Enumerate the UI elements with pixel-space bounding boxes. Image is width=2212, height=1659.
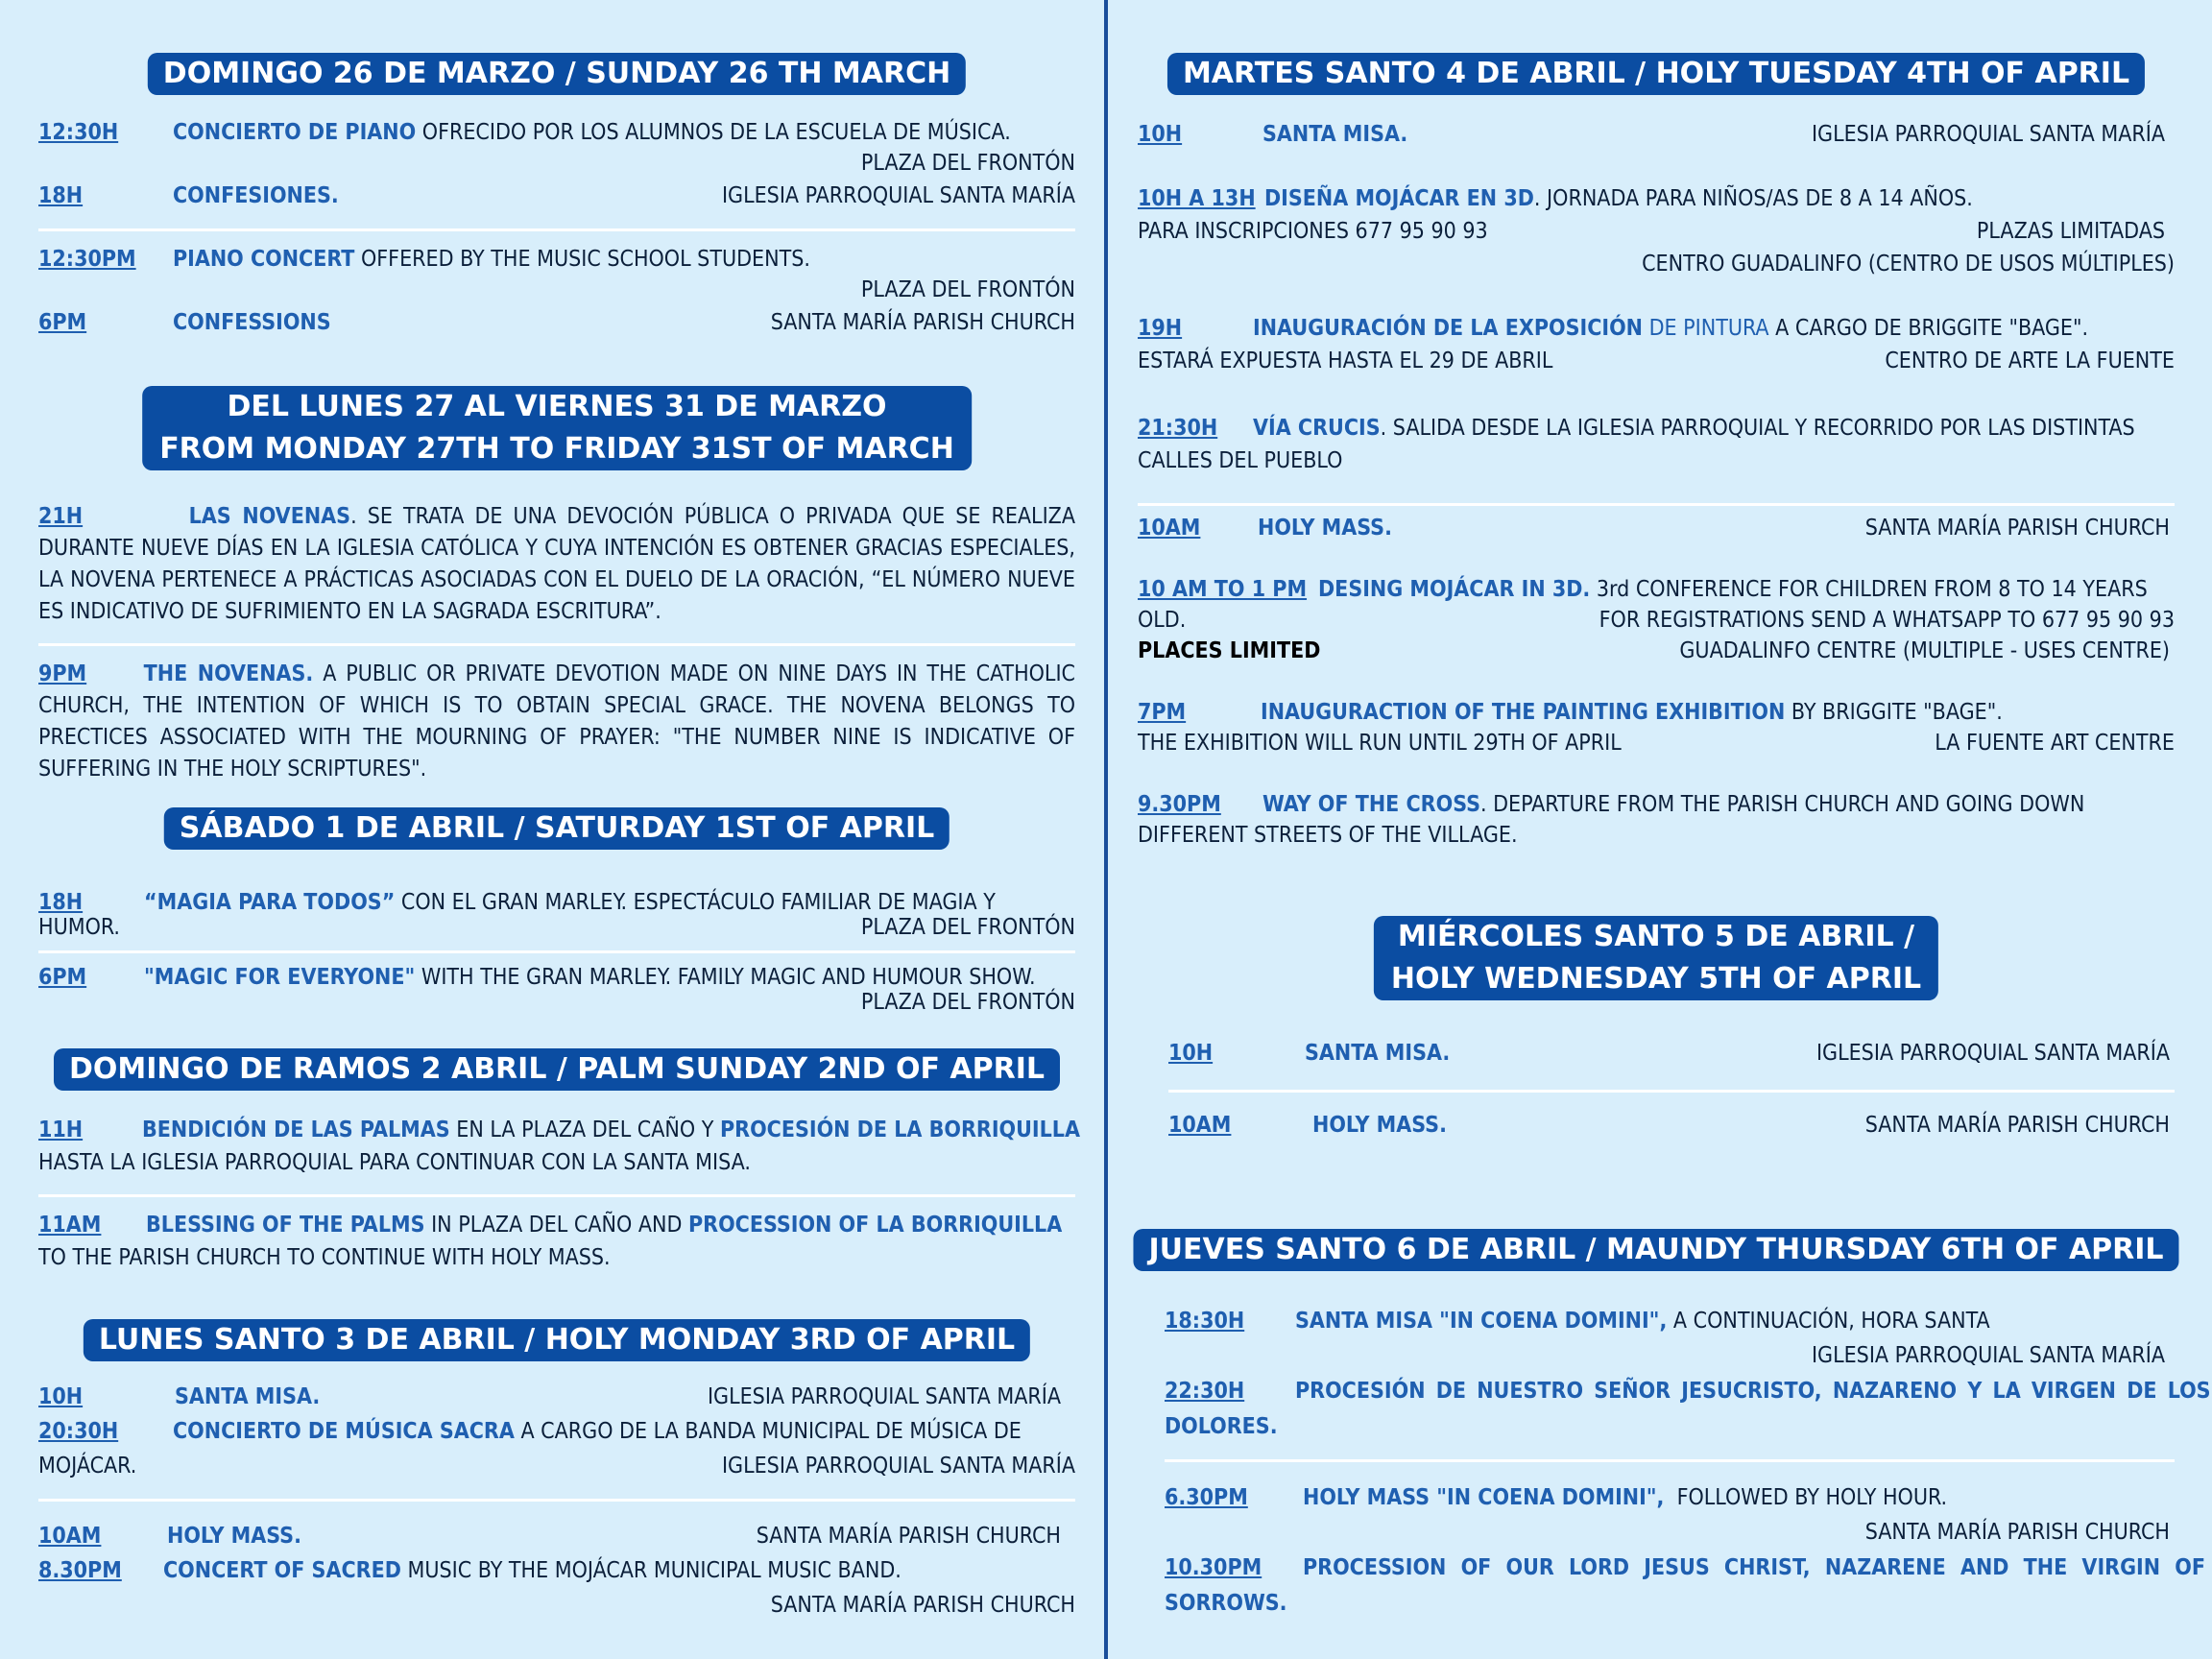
event-text: EN LA PLAZA DEL CAÑO Y [456, 1118, 714, 1142]
event-time: 19H [1138, 316, 1183, 341]
event-text-cont: TO THE PARISH CHURCH TO CONTINUE WITH HOLY MASS. [38, 1245, 611, 1270]
event-paragraph [38, 501, 1075, 628]
left-column [38, 0, 1080, 1659]
event-place: SANTA MARÍA PARISH CHURCH [770, 310, 1075, 335]
event-title: INAUGURACIÓN DE LA EXPOSICIÓN [1253, 316, 1643, 341]
event-place: SANTA MARÍA PARISH CHURCH [1864, 1113, 2170, 1138]
event-place: IGLESIA PARROQUIAL SANTA MARÍA [707, 1384, 1061, 1409]
separator [1165, 1459, 2175, 1462]
event-text: . SALIDA DESDE LA IGLESIA PARROQUIAL Y RECORRIDO POR LAS DISTINTAS [1380, 416, 2135, 441]
event-place: IGLESIA PARROQUIAL SANTA MARÍA [1815, 1041, 2170, 1066]
event-time: 10H [1168, 1041, 1214, 1066]
event-text: A PUBLIC OR PRIVATE DEVOTION MADE ON NINE DAYS IN THE CATHOLIC CHURCH, THE INTENTION OF WHICH IS TO OBTAIN SPECIAL GRACE. THE NOVENA BELONGS TO PRECTICES ASSOCIATED WITH THE MOURNING OF PRAYER: "THE NUMBER NINE IS INDICATIVE OF SUFFERING IN THE HOLY SCRIPTURES". [38, 661, 1075, 781]
event-text: . SE TRATA DE UNA DEVOCIÓN PÚBLICA O PRIVADA QUE SE REALIZA DURANTE NUEVE DÍAS EN LA IGLESIA CATÓLICA Y CUYA INTENCIÓN ES OBTENER GRACIAS ESPECIALES, LA NOVENA PERTENECE A PRÁCTICAS ASOCIADAS CON EL DUELO DE LA ORACIÓN, “EL NÚMERO NUEVE ES INDICATIVO DE SUFRIMIENTO EN LA SAGRADA ESCRITURA”. [38, 504, 1076, 624]
event-text: . DEPARTURE FROM THE PARISH CHURCH AND GOING DOWN [1479, 792, 2085, 817]
event-text: . JORNADA PARA NIÑOS/AS DE 8 A 14 AÑOS. [1533, 186, 1973, 211]
event-text-cont: THE EXHIBITION WILL RUN UNTIL 29TH OF APRIL [1138, 731, 1622, 756]
event-text-cont: HUMOR. [38, 915, 120, 940]
event-title: SANTA MISA "IN COENA DOMINI", [1295, 1309, 1668, 1334]
event-time: 10.30PM [1165, 1555, 1262, 1580]
event-text-cont: OLD. [1138, 608, 1187, 633]
event-time: 10AM [1138, 516, 1201, 541]
section-header-27-31-march [142, 386, 972, 470]
event-place: IGLESIA PARROQUIAL SANTA MARÍA [721, 183, 1075, 208]
event-title: PROCESIÓN DE NUESTRO SEÑOR JESUCRISTO, NAZARENO Y LA VIRGEN DE LOS [1295, 1379, 2211, 1404]
event-text-cont: CALLES DEL PUEBLO [1138, 448, 1343, 473]
event-title: BLESSING OF THE PALMS [146, 1213, 425, 1238]
event-place: IGLESIA PARROQUIAL SANTA MARÍA [1811, 1343, 2165, 1368]
event-title-cont: DE PINTURA [1648, 316, 1769, 341]
event-text: CON EL GRAN MARLEY. ESPECTÁCULO FAMILIAR DE MAGIA Y [400, 890, 996, 915]
event-time: 12:30PM [38, 247, 136, 272]
section-header-saturday-1-april: SÁBADO 1 DE ABRIL / SATURDAY 1ST OF APRIL [164, 807, 950, 850]
event-time: 18H [38, 890, 84, 915]
event-title-cont: SORROWS. [1165, 1591, 1287, 1616]
event-time: 12:30H [38, 120, 119, 145]
separator [38, 1499, 1075, 1502]
event-text: WITH THE GRAN MARLEY. FAMILY MAGIC AND HUMOUR SHOW. [421, 965, 1036, 990]
event-note: PLAZAS LIMITADAS [1976, 219, 2165, 244]
right-column [1138, 0, 2211, 1659]
section-header-holy-monday: LUNES SANTO 3 DE ABRIL / HOLY MONDAY 3RD OF APRIL [84, 1319, 1030, 1361]
separator [1168, 1090, 2175, 1093]
event-title: SANTA MISA. [1262, 122, 1408, 147]
separator [38, 1194, 1075, 1197]
event-title: HOLY MASS "IN COENA DOMINI", [1303, 1485, 1665, 1510]
separator [38, 643, 1075, 646]
event-text: 3rd CONFERENCE FOR CHILDREN FROM 8 TO 14 YEARS [1596, 577, 2148, 602]
event-text-cont: PARA INSCRIPCIONES 677 95 90 93 [1138, 219, 1488, 244]
event-place: IGLESIA PARROQUIAL SANTA MARÍA [1811, 122, 2165, 147]
event-time: 10 AM TO 1 PM [1138, 577, 1308, 602]
event-place: PLAZA DEL FRONTÓN [860, 915, 1075, 940]
event-title: INAUGURACTION OF THE PAINTING EXHIBITION [1261, 700, 1786, 725]
event-time: 6PM [38, 965, 87, 990]
event-title-2: PROCESSION OF LA BORRIQUILLA [687, 1213, 1063, 1238]
event-time: 20:30H [38, 1419, 119, 1444]
event-time: 6.30PM [1165, 1485, 1248, 1510]
event-text: BY BRIGGITE "BAGE". [1791, 700, 2003, 725]
event-text: A CARGO DE LA BANDA MUNICIPAL DE MÚSICA DE [520, 1419, 1022, 1444]
event-time: 8.30PM [38, 1558, 122, 1583]
event-text: A CARGO DE BRIGGITE "BAGE". [1775, 316, 2089, 341]
header-line-es: MIÉRCOLES SANTO 5 DE ABRIL / [1397, 920, 1915, 953]
header-line-es: DEL LUNES 27 AL VIERNES 31 DE MARZO [227, 390, 887, 423]
section-header-maundy-thursday: JUEVES SANTO 6 DE ABRIL / MAUNDY THURSDAY 6TH OF APRIL [1133, 1229, 2178, 1271]
event-title: CONFESSIONS [173, 310, 331, 335]
event-place: CENTRO GUADALINFO (CENTRO DE USOS MÚLTIPLES) [1642, 252, 2175, 276]
event-title: CONCERT OF SACRED [163, 1558, 401, 1583]
event-title: BENDICIÓN DE LAS PALMAS [142, 1118, 450, 1142]
event-place: PLAZA DEL FRONTÓN [860, 277, 1075, 302]
event-time: 18H [38, 183, 84, 208]
event-place: SANTA MARÍA PARISH CHURCH [770, 1593, 1075, 1618]
section-header-palm-sunday: DOMINGO DE RAMOS 2 ABRIL / PALM SUNDAY 2ND OF APRIL [54, 1048, 1060, 1091]
event-text-cont: HASTA LA IGLESIA PARROQUIAL PARA CONTINUAR CON LA SANTA MISA. [38, 1150, 751, 1175]
event-place: CENTRO DE ARTE LA FUENTE [1885, 349, 2175, 373]
section-header-holy-wednesday [1374, 916, 1938, 1000]
event-title: DESING MOJÁCAR IN 3D. [1318, 577, 1591, 602]
header-line-en: FROM MONDAY 27TH TO FRIDAY 31ST OF MARCH [159, 432, 954, 466]
event-text: FOLLOWED BY HOLY HOUR. [1676, 1485, 1948, 1510]
event-time: 9.30PM [1138, 792, 1221, 817]
event-title: HOLY MASS. [1258, 516, 1392, 541]
event-place: GUADALINFO CENTRE (MULTIPLE - USES CENTRE) [1679, 638, 2170, 663]
event-title: VÍA CRUCIS [1253, 416, 1381, 441]
event-time: 10H A 13H [1138, 186, 1256, 211]
separator [38, 950, 1075, 953]
event-title: LAS NOVENAS [188, 504, 351, 529]
event-title: WAY OF THE CROSS [1262, 792, 1480, 817]
event-title: CONCIERTO DE PIANO [173, 120, 417, 145]
event-place: PLAZA DEL FRONTÓN [860, 990, 1075, 1015]
event-title: "MAGIC FOR EVERYONE" [144, 965, 416, 990]
event-title-cont: DOLORES. [1165, 1414, 1278, 1439]
event-place: LA FUENTE ART CENTRE [1935, 731, 2175, 756]
event-time: 10AM [38, 1524, 102, 1549]
event-title: PIANO CONCERT [173, 247, 355, 272]
event-time: 10H [38, 1384, 84, 1409]
event-time: 10AM [1168, 1113, 1232, 1138]
event-title: HOLY MASS. [167, 1524, 301, 1549]
event-time: 21H [38, 504, 84, 529]
event-text: OFFERED BY THE MUSIC SCHOOL STUDENTS. [360, 247, 810, 272]
event-place: SANTA MARÍA PARISH CHURCH [1864, 516, 2170, 541]
event-time: 22:30H [1165, 1379, 1245, 1404]
column-divider [1104, 0, 1108, 1659]
event-place: SANTA MARÍA PARISH CHURCH [756, 1524, 1061, 1549]
separator [1138, 503, 2175, 506]
event-title: HOLY MASS. [1312, 1113, 1447, 1138]
event-time: 10H [1138, 122, 1183, 147]
event-place: SANTA MARÍA PARISH CHURCH [1864, 1520, 2170, 1545]
event-note: PLACES LIMITED [1138, 638, 1321, 663]
event-note: FOR REGISTRATIONS SEND A WHATSAPP TO 677 95 90 93 [1599, 608, 2175, 633]
section-header-holy-tuesday: MARTES SANTO 4 DE ABRIL / HOLY TUESDAY 4TH OF APRIL [1167, 53, 2145, 95]
section-header-sunday-26-march: DOMINGO 26 DE MARZO / SUNDAY 26 TH MARCH [148, 53, 966, 95]
event-text: A CONTINUACIÓN, HORA SANTA [1672, 1309, 1990, 1334]
event-place: IGLESIA PARROQUIAL SANTA MARÍA [721, 1454, 1075, 1479]
event-time: 21:30H [1138, 416, 1218, 441]
event-time: 18:30H [1165, 1309, 1245, 1334]
event-text-cont: MOJÁCAR. [38, 1454, 137, 1479]
header-line-en: HOLY WEDNESDAY 5TH OF APRIL [1390, 962, 1922, 996]
event-title: PROCESSION OF OUR LORD JESUS CHRIST, NAZARENE AND THE VIRGIN OF [1303, 1555, 2205, 1580]
event-text: MUSIC BY THE MOJÁCAR MUNICIPAL MUSIC BAND. [407, 1558, 902, 1583]
event-title: DISEÑA MOJÁCAR EN 3D [1264, 186, 1534, 211]
event-time: 7PM [1138, 700, 1187, 725]
event-title: CONFESIONES. [173, 183, 339, 208]
event-text-cont: DIFFERENT STREETS OF THE VILLAGE. [1138, 823, 1518, 848]
event-time: 11H [38, 1118, 84, 1142]
event-place: PLAZA DEL FRONTÓN [860, 151, 1075, 176]
event-text: OFRECIDO POR LOS ALUMNOS DE LA ESCUELA DE MÚSICA. [421, 120, 1011, 145]
event-title: CONCIERTO DE MÚSICA SACRA [173, 1419, 515, 1444]
event-text-cont: ESTARÁ EXPUESTA HASTA EL 29 DE ABRIL [1138, 349, 1553, 373]
event-title: “MAGIA PARA TODOS” [144, 890, 396, 915]
event-title-2: PROCESIÓN DE LA BORRIQUILLA [719, 1118, 1080, 1142]
event-time: 9PM [38, 661, 87, 686]
event-title: THE NOVENAS. [143, 661, 314, 686]
event-time: 6PM [38, 310, 87, 335]
event-title: SANTA MISA. [1305, 1041, 1451, 1066]
event-paragraph [38, 659, 1075, 785]
event-time: 11AM [38, 1213, 102, 1238]
separator [38, 228, 1075, 231]
event-title: SANTA MISA. [175, 1384, 321, 1409]
event-text: IN PLAZA DEL CAÑO AND [431, 1213, 683, 1238]
